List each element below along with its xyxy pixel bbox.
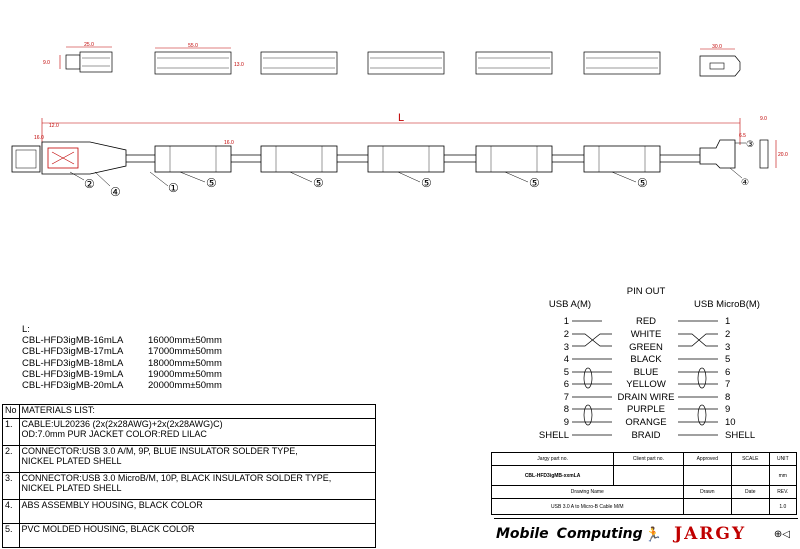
pin-wire: PURPLE [626,404,666,415]
pin-right: 3 [725,342,731,353]
title-block [491,452,797,515]
part-number: CBL-HFD3igMB-16mLA [22,335,124,347]
pinout-left-header: USB A(M) [548,299,592,310]
pin-wire: BLACK [630,354,662,365]
pin-left: 5 [563,367,569,378]
pinout-right-header: USB MicroB(M) [694,299,760,310]
callout-3: ③ [746,140,755,150]
part-number: CBL-HFD3igMB-20mLA [22,380,124,392]
material-text: CABLE:UL20236 (2x(2x28AWG)+2x(2x28AWG)C) OD:7.0mm PUR JACKET COLOR:RED LILAC [19,419,375,446]
pin-wire: DRAIN WIRE [617,392,675,403]
material-text: CONNECTOR:USB 3.0 MicroB/M, 10P, BLACK INSULATOR SOLDER TYPE, NICKEL PLATED SHELL [19,473,375,500]
runner-icon: 🏃 [644,525,663,542]
drawing-name-label: Drawing Name [492,486,684,499]
pin-wire: GREEN [629,342,663,353]
overall-length-label: L [398,112,405,124]
pin-right: 7 [725,379,731,390]
pin-left: 6 [563,379,569,390]
pin-left: 1 [563,316,569,327]
part-length: 19000mm±50mm [148,368,222,380]
logo-bar [494,518,798,549]
materials-header-no: No [3,405,20,419]
callout-1: ① [168,181,179,195]
pin-left: 4 [563,354,569,365]
callout-4-micro-b: ④ [741,178,750,188]
material-text: CONNECTOR:USB 3.0 A/M, 9P, BLUE INSULATOR SOLDER TYPE, NICKEL PLATED SHELL [19,446,375,473]
length-row [22,346,222,357]
callout-2: ② [84,177,95,191]
pin-right: SHELL [725,430,756,441]
pin-left: SHELL [538,430,569,441]
plug-a-length-dim: 25.0 [84,42,94,48]
ferrite-height-dim: 13.0 [234,62,244,68]
materials-header: MATERIALS LIST: [19,405,375,419]
callout-5d: ⑤ [529,176,540,190]
callout-5b: ⑤ [313,176,324,190]
pin-right: 5 [725,354,731,365]
pinout-title: PIN OUT [626,286,666,297]
callout-4-plug-a: ④ [110,185,121,199]
part-length: 18000mm±50mm [148,357,222,369]
material-no: 5. [3,524,20,548]
pin-right: 10 [725,417,736,428]
micro-b-top-view [700,44,740,76]
pin-right: 1 [725,316,731,327]
length-table [22,324,222,391]
part-no-value: CBL-HFD3igMB-xxmLA [492,466,614,486]
plug-a-width-dim: 16.0 [34,135,44,141]
pin-wire: YELLOW [626,379,666,390]
pin-right: 9 [725,404,731,415]
pin-left: 9 [563,417,569,428]
usb-a-plug-side-view [12,123,126,174]
pin-wire: BLUE [633,367,659,378]
pin-left: 2 [563,329,569,340]
pin-right: 2 [725,329,731,340]
ferrite-width-dim: 16.0 [224,140,234,146]
part-length: 20000mm±50mm [148,380,222,392]
pin-left: 7 [563,392,569,403]
part-length: 16000mm±50mm [148,335,222,347]
jargy-part-no-label: Jargy part no. [492,453,614,466]
material-text: PVC MOLDED HOUSING, BLACK COLOR [19,524,375,548]
rev-value: 1.0 [769,499,796,515]
pin-wire: ORANGE [625,417,667,428]
micro-b-length-dim: 30.0 [712,44,722,50]
material-no: 3. [3,473,20,500]
pinout-diagram [539,286,760,441]
date-label: Date [732,486,770,499]
micro-b-side-view [700,116,788,168]
plug-a-height-dim: 9.0 [43,60,50,66]
length-row [22,335,222,346]
computing-logo: Computing [556,526,643,542]
materials-list [2,404,376,548]
material-text: ABS ASSEMBLY HOUSING, BLACK COLOR [19,500,375,524]
length-row [22,358,222,369]
micro-b-width-dim: 9.0 [760,116,767,122]
material-no: 1. [3,419,20,446]
drawing-name-value: USB 3.0 A to Micro-B Cable M/M [492,499,684,515]
pin-wire: WHITE [630,329,662,340]
length-row [22,380,222,391]
strain-relief-dim: 12.0 [49,123,59,129]
length-row [22,369,222,380]
rev-label: REV. [769,486,796,499]
usb-a-top-view [43,42,112,72]
pin-right: 8 [725,392,731,403]
ferrite-side-views [155,146,660,172]
approved-label: Approved [683,453,731,466]
material-no: 2. [3,446,20,473]
length-heading: L: [22,324,30,335]
pin-left: 3 [563,342,569,353]
pin-wire: BRAID [631,430,661,441]
pin-left: 8 [563,404,569,415]
scale-label: SCALE [732,453,770,466]
part-number: CBL-HFD3igMB-18mLA [22,357,124,369]
pin-wire: RED [635,316,657,327]
material-no: 4. [3,500,20,524]
unit-value: mm [769,466,796,486]
jargy-logo: JARGY [674,524,747,544]
part-number: CBL-HFD3igMB-19mLA [22,368,124,380]
micro-b-height-dim: 20.0 [778,152,788,158]
ferrite-length-dim: 55.0 [188,43,198,49]
part-number: CBL-HFD3igMB-17mLA [22,346,124,358]
callout-5c: ⑤ [421,176,432,190]
pinout-rows [539,316,755,441]
callout-5e: ⑤ [637,176,648,190]
mobile-logo: Mobile [496,526,549,542]
micro-b-offset-dim: 6.5 [739,133,746,139]
client-part-no-label: Client part no. [614,453,683,466]
part-length: 17000mm±50mm [148,346,222,358]
ferrite-top-views [155,52,660,74]
unit-label: UNIT [769,453,796,466]
pin-right: 6 [725,367,731,378]
callout-5a: ⑤ [206,176,217,190]
projection-symbol-icon: ⊕◁ [773,528,790,540]
drawn-label: Drawn [683,486,731,499]
